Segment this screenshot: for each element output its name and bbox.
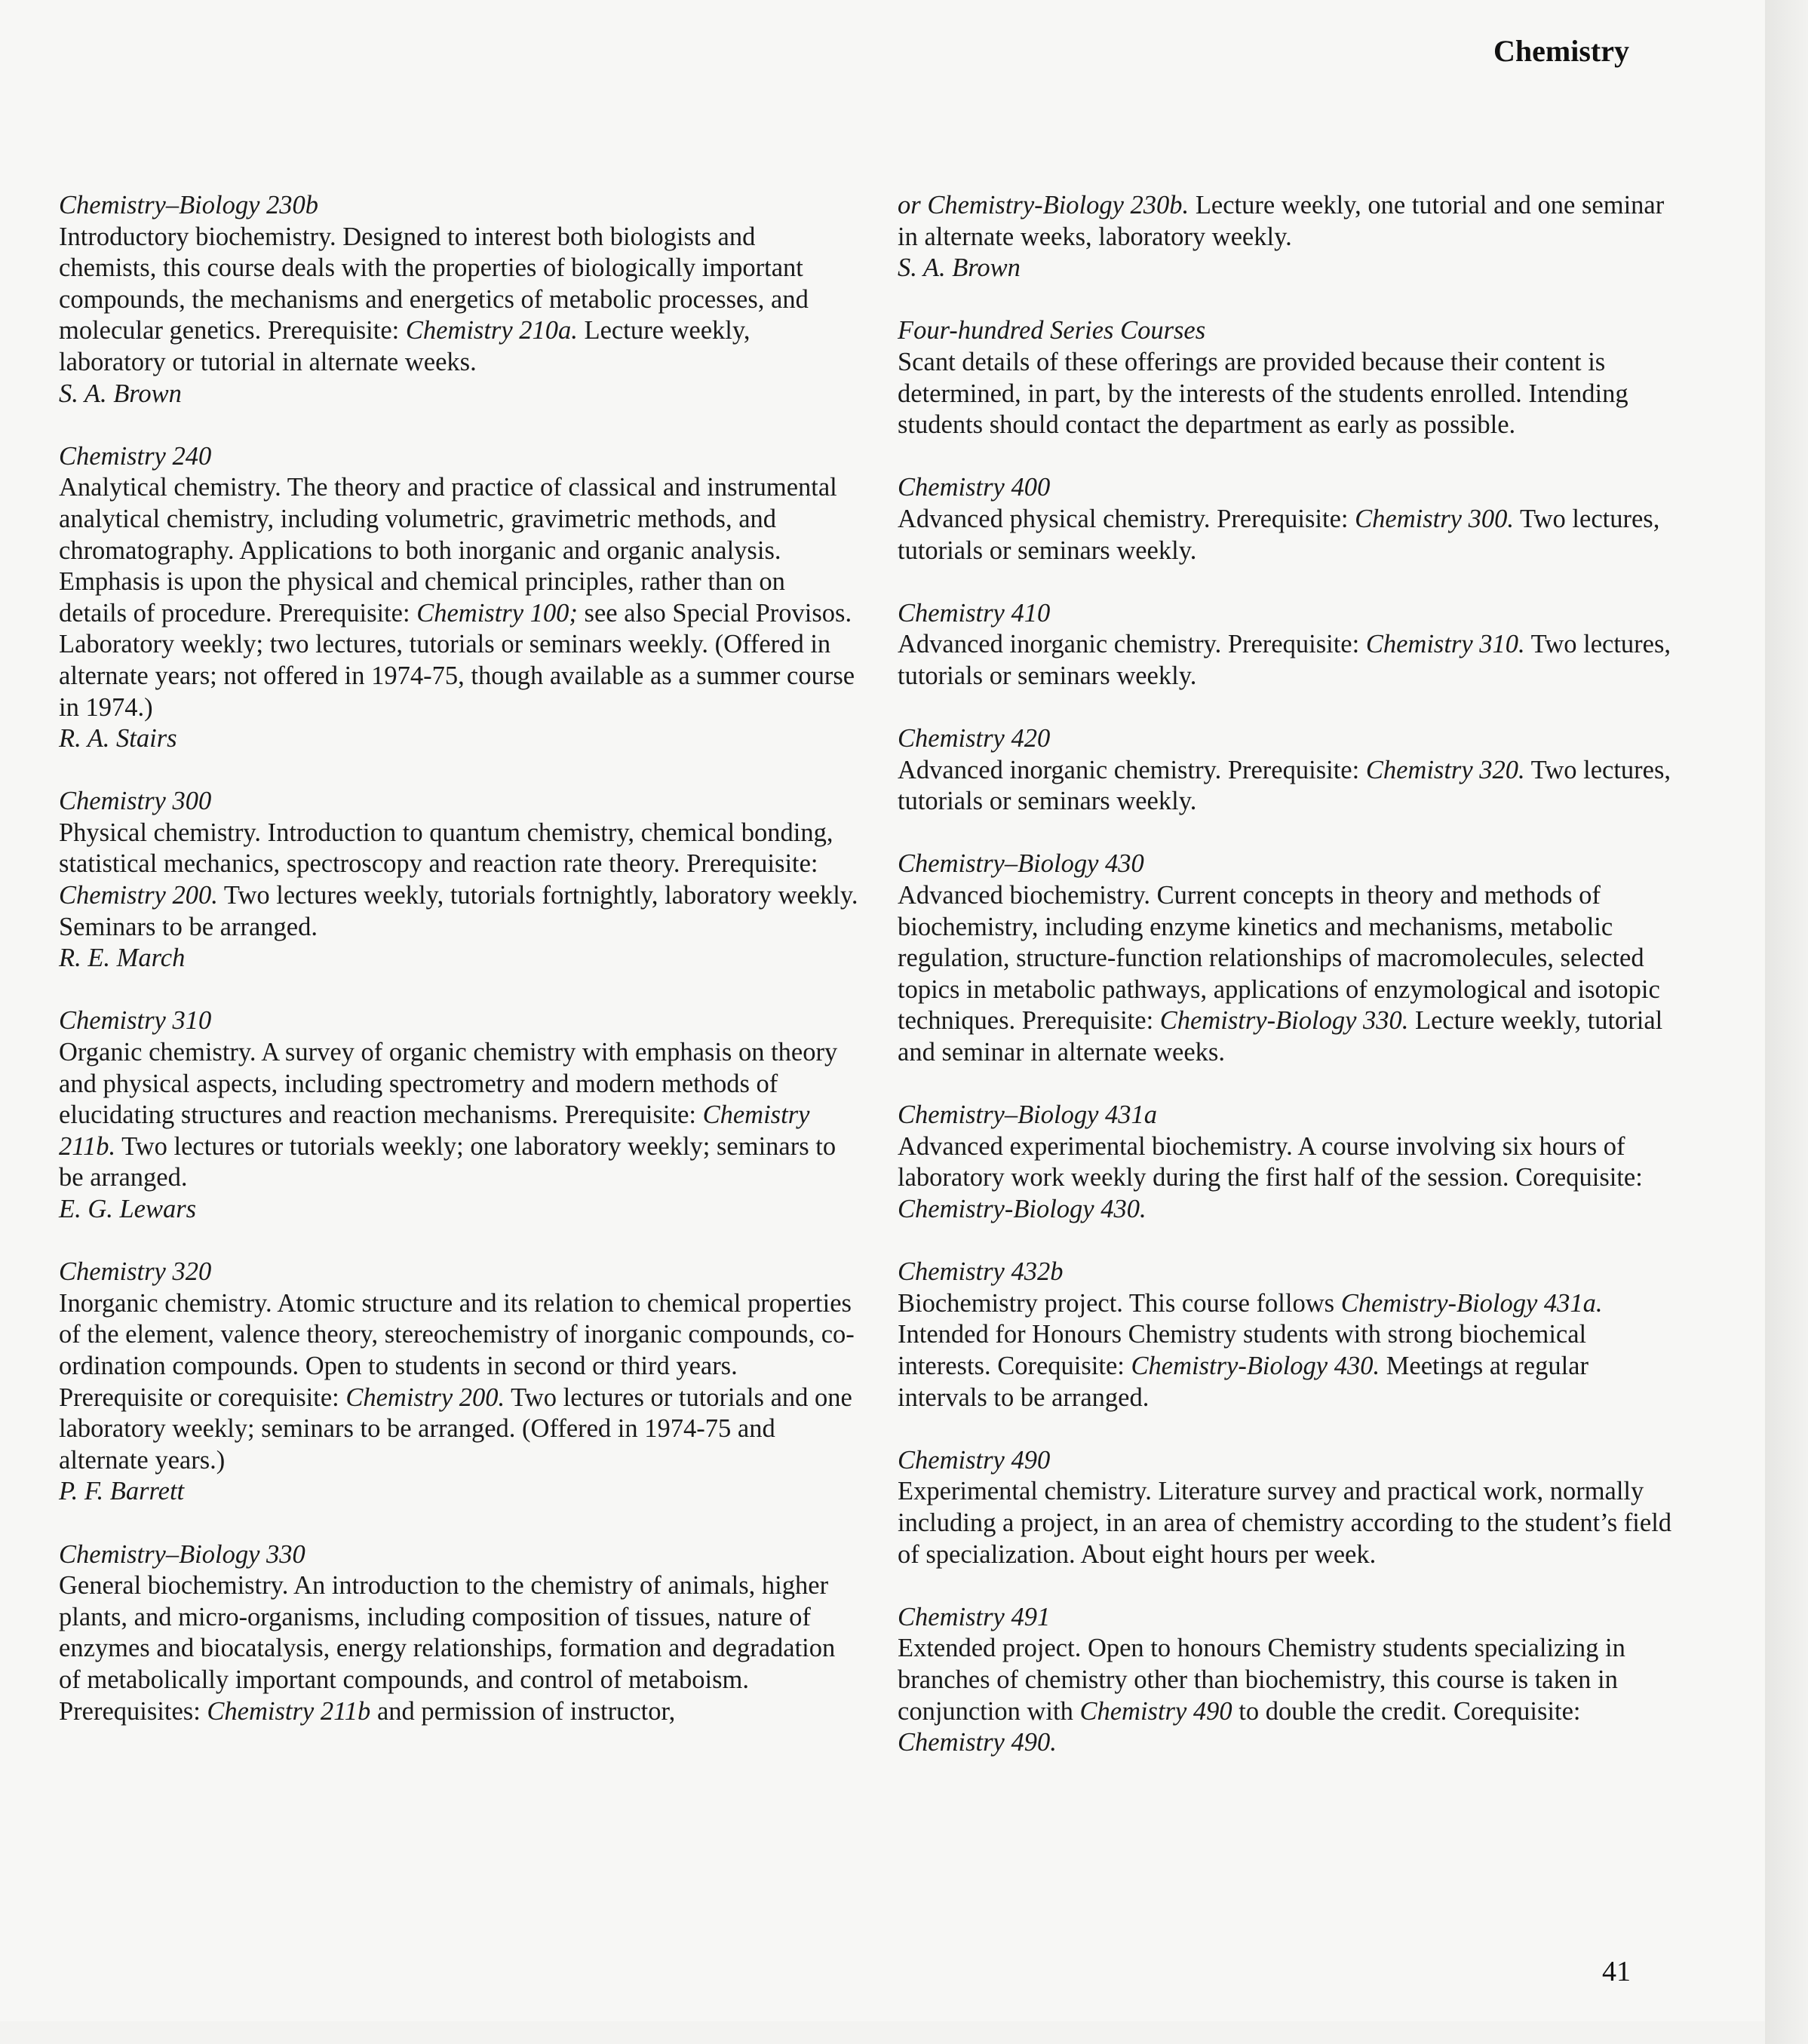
course-title: Chemistry 490 (898, 1445, 1051, 1475)
course-description (898, 1476, 1674, 1570)
course-title: Chemistry 310 (59, 1006, 212, 1036)
course-entry (898, 1445, 1674, 1570)
course-title: Chemistry 432b (898, 1257, 1064, 1287)
course-description (898, 1288, 1674, 1413)
description-text: Analytical chemistry. The theory and practice of classical and instrumental analytical chemistry, including volumetric, gravimetric methods, and chromatography. Applications to both inorganic and organic analysis. Emphasis is upon the physical and chemical principles, rather than on details of procedure. Prerequisite: (59, 473, 837, 628)
description-text: Experimental chemistry. Literature survey and practical work, normally including a project, in an area of chemistry according to the student’s field of specialization. About eight hours per week. (898, 1477, 1672, 1569)
course-entry (898, 472, 1674, 566)
description-text: Advanced experimental biochemistry. A course involving six hours of laboratory work weekly during the first half of the session. Corequisite: (898, 1131, 1643, 1192)
course-title: Chemistry–Biology 431a (898, 1100, 1158, 1130)
description-text: Inorganic chemistry. Atomic structure and its relation to chemical properties of the element, valence theory, stereochemistry of inorganic compounds, co-ordination compounds. Open to students in second or third years. Prerequisite or corequisite: (59, 1288, 855, 1412)
course-reference: Chemistry 490. (898, 1728, 1057, 1757)
course-entry (898, 598, 1674, 692)
course-entry (898, 1100, 1674, 1225)
course-title: Chemistry–Biology 330 (59, 1539, 305, 1569)
description-text: Meetings at regular intervals to be arranged. (898, 1351, 1589, 1412)
course-description (59, 222, 858, 379)
course-title: Chemistry 420 (898, 724, 1051, 753)
course-title: Four-hundred Series Courses (898, 316, 1206, 345)
course-title: Chemistry 400 (898, 473, 1051, 502)
course-entry (59, 1539, 858, 1728)
course-reference: Chemistry 300. (1355, 504, 1514, 533)
course-reference: Chemistry 100; (416, 598, 578, 628)
course-description (59, 1288, 858, 1477)
course-title: Chemistry 240 (59, 441, 212, 471)
description-text: Advanced inorganic chemistry. Prerequisite: (898, 755, 1366, 784)
course-reference: Chemistry 210a. (405, 316, 578, 345)
description-text: Two lectures or tutorials and one laboratory weekly; seminars to be arranged. (Offered in 1974-75 and alternate years.) (59, 1383, 852, 1475)
description-text: Lecture weekly, one tutorial and one seminar in alternate weeks, laboratory weekly. (898, 191, 1665, 251)
course-reference: Chemistry-Biology 431a. (1340, 1288, 1603, 1318)
description-text: General biochemistry. An introduction to the chemistry of animals, higher plants, and micro-organisms, including composition of tissues, nature of enzymes and biocatalysis, energy relationships, formation and degradation of metabolically important compounds, and control of metaboism. Prerequisites: (59, 1571, 836, 1726)
course-description (898, 755, 1674, 818)
scan-edge (1765, 0, 1808, 2044)
course-entry (898, 1257, 1674, 1413)
course-description (898, 1131, 1674, 1226)
course-title: Chemistry 300 (59, 787, 212, 816)
course-description (898, 1633, 1674, 1758)
description-text: Organic chemistry. A survey of organic chemistry with emphasis on theory and physical aspects, including spectrometry and modern methods of elucidating structures and reaction mechanisms. Prerequisite: (59, 1038, 838, 1130)
course-reference: Chemistry 320. (1365, 755, 1525, 784)
course-instructor: P. F. Barrett (59, 1477, 185, 1506)
course-entry (59, 190, 858, 410)
left-column (59, 190, 858, 1759)
description-text: Two lectures weekly, tutorials fortnightly, laboratory weekly. Seminars to be arranged. (59, 881, 858, 941)
course-entry (898, 849, 1674, 1068)
course-instructor: S. A. Brown (59, 379, 182, 408)
description-text: Intended for Honours Chemistry students with strong biochemical interests. Corequisite: (898, 1320, 1587, 1380)
course-title: Chemistry–Biology 230b (59, 191, 319, 219)
page-number: 41 (1602, 1956, 1631, 1987)
course-entry (898, 1602, 1674, 1759)
course-instructor: E. G. Lewars (59, 1195, 197, 1223)
course-title: Chemistry 491 (898, 1602, 1051, 1631)
course-description (59, 1570, 858, 1727)
course-description (898, 504, 1674, 566)
description-text: Advanced physical chemistry. Prerequisite: (898, 504, 1355, 533)
course-instructor: R. A. Stairs (59, 724, 177, 753)
course-reference: Chemistry-Biology 330. (1159, 1006, 1409, 1036)
course-entry (59, 786, 858, 974)
description-text: Extended project. Open to honours Chemistry students specializing in branches of chemistry other than biochemistry, this course is taken in conjunction with (898, 1634, 1625, 1726)
course-entry (898, 315, 1674, 440)
description-text: Scant details of these offerings are provided because their content is determined, in part, by the interests of the students enrolled. Intending students should contact the department as early as possible. (898, 347, 1628, 440)
course-entry (59, 441, 858, 755)
course-entry (59, 1005, 858, 1225)
right-column (898, 190, 1674, 1790)
course-description (898, 629, 1674, 692)
course-description (59, 472, 858, 723)
course-instructor: S. A. Brown (898, 253, 1021, 283)
course-description (898, 880, 1674, 1069)
course-description (59, 818, 858, 943)
course-reference: Chemistry 200. (59, 881, 218, 910)
course-reference: Chemistry 310. (1365, 630, 1525, 659)
course-reference: or (898, 191, 928, 219)
running-head: Chemistry (1493, 34, 1629, 68)
course-entry (898, 723, 1674, 818)
course-title: Chemistry 320 (59, 1257, 212, 1287)
description-text: Introductory biochemistry. Designed to interest both biologists and chemists, this course deals with the properties of biologically important compounds, the mechanisms and energetics of metabolic processes, and molecular genetics. Prerequisite: (59, 222, 809, 345)
course-entry (898, 190, 1674, 284)
course-description (898, 190, 1674, 253)
course-title: Chemistry 410 (898, 598, 1051, 628)
course-reference: Chemistry-Biology 430. (1131, 1351, 1380, 1380)
course-reference: Chemistry 211b. (59, 1100, 810, 1161)
course-reference: Chemistry 490 (1079, 1696, 1232, 1726)
description-text: Two lectures or tutorials weekly; one laboratory weekly; seminars to be arranged. (59, 1131, 836, 1192)
description-text: and permission of instructor, (370, 1696, 676, 1726)
description-text: Two lectures, tutorials or seminars weekly. (898, 504, 1660, 565)
description-text: see also Special Provisos. Laboratory weekly; two lectures, tutorials or seminars weekly. (Offered in alternate years; not offered in 1974-75, though available as a summer course in 1974.) (59, 598, 855, 722)
course-reference: Chemistry-Biology 430. (898, 1195, 1146, 1223)
description-text: Two lectures, tutorials or seminars weekly. (898, 630, 1671, 690)
description-text: Lecture weekly, laboratory or tutorial in alternate weeks. (59, 316, 751, 376)
course-entry (59, 1257, 858, 1508)
description-text: Two lectures, tutorials or seminars weekly. (898, 755, 1671, 816)
course-reference: Chemistry-Biology 230b. (927, 191, 1189, 219)
description-text: Advanced biochemistry. Current concepts in theory and methods of biochemistry, including enzyme kinetics and mechanisms, metabolic regulation, structure-function relationships of macromolecules, selected topics in metabolic pathways, applications of enzymological and isotopic techniques. Prerequisite: (898, 881, 1660, 1036)
description-text: Physical chemistry. Introduction to quantum chemistry, chemical bonding, statistical mechanics, spectroscopy and reaction rate theory. Prerequisite: (59, 818, 833, 879)
course-title: Chemistry–Biology 430 (898, 849, 1144, 879)
description-text: to double the credit. Corequisite: (1232, 1696, 1581, 1726)
description-text: Advanced inorganic chemistry. Prerequisite: (898, 630, 1366, 659)
course-reference: Chemistry 211b (207, 1696, 371, 1726)
course-reference: Chemistry 200. (345, 1383, 505, 1412)
course-instructor: R. E. March (59, 944, 186, 973)
course-description (898, 347, 1674, 441)
course-description (59, 1037, 858, 1194)
description-text: Lecture weekly, tutorial and seminar in alternate weeks. (898, 1006, 1663, 1067)
description-text: Biochemistry project. This course follows (898, 1288, 1341, 1318)
